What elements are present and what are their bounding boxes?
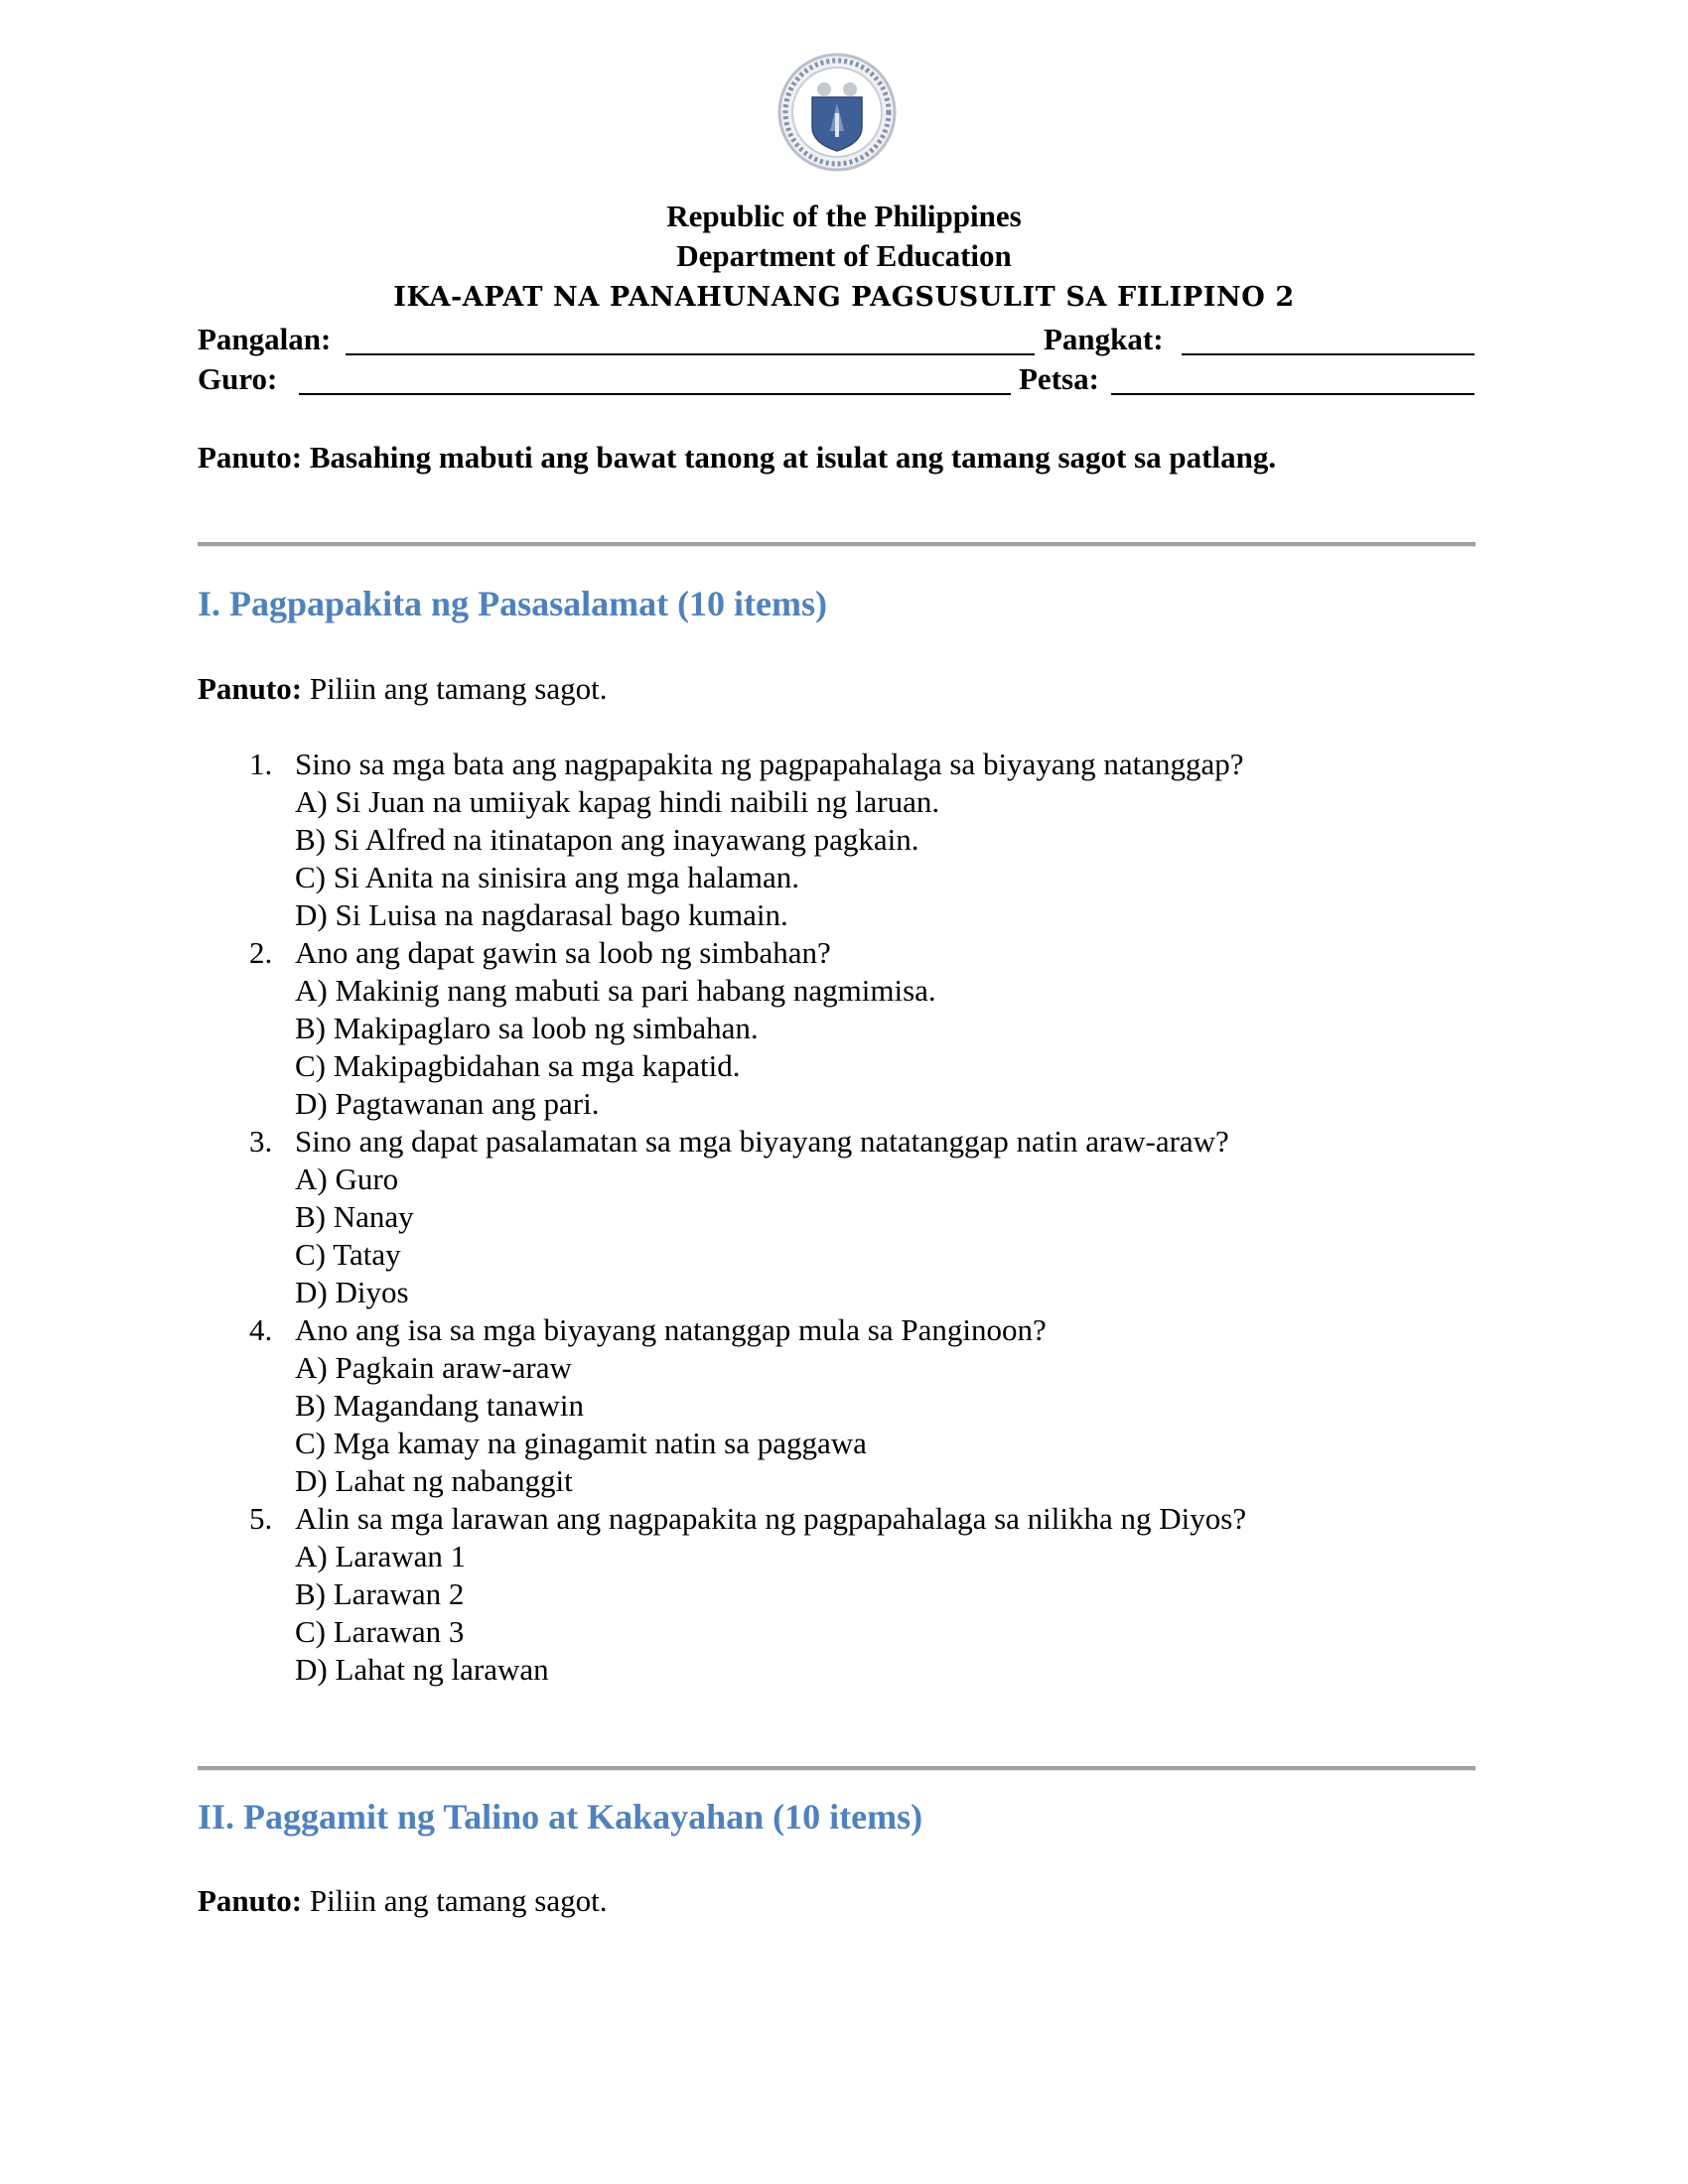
answer-option-text: D) Lahat ng nabanggit xyxy=(295,1463,573,1498)
question-text: Ano ang dapat gawin sa loob ng simbahan? xyxy=(295,935,831,970)
question-line xyxy=(198,1311,1478,1349)
question-item xyxy=(198,934,1478,1123)
question-text: Sino sa mga bata ang nagpapakita ng pagpapahalaga sa biyayang natanggap? xyxy=(295,747,1244,781)
answer-option-text: A) Guro xyxy=(295,1161,399,1196)
answer-option[interactable] xyxy=(198,783,1478,821)
answer-option[interactable] xyxy=(198,1236,1478,1274)
question-text: Sino ang dapat pasalamatan sa mga biyayang natatanggap natin araw-araw? xyxy=(295,1124,1229,1159)
section-instruction-text: Piliin ang tamang sagot. xyxy=(302,671,608,706)
date-blank[interactable] xyxy=(1111,393,1475,395)
answer-option-text: C) Mga kamay na ginagamit natin sa paggawa xyxy=(295,1426,867,1460)
section-instruction-label: Panuto: xyxy=(198,671,303,706)
answer-option[interactable] xyxy=(198,1010,1478,1047)
answer-option-text: A) Pagkain araw-araw xyxy=(295,1350,572,1385)
answer-option[interactable] xyxy=(198,821,1478,859)
section-blank[interactable] xyxy=(1182,353,1475,355)
answer-option[interactable] xyxy=(198,1387,1478,1425)
exam-title: IKA-APAT NA PANAHUNANG PAGSUSULIT SA FILIPINO 2 xyxy=(393,282,1295,313)
section-instruction-1 xyxy=(198,669,607,709)
answer-option-text: B) Magandang tanawin xyxy=(295,1388,584,1423)
answer-option[interactable] xyxy=(198,1349,1478,1387)
answer-option[interactable] xyxy=(198,1462,1478,1500)
question-item xyxy=(198,1500,1478,1689)
answer-option-text: D) Lahat ng larawan xyxy=(295,1652,549,1687)
answer-option[interactable] xyxy=(198,1538,1478,1575)
general-instruction-label: Panuto: xyxy=(198,440,303,475)
answer-option[interactable] xyxy=(198,1613,1478,1651)
teacher-label: Guro: xyxy=(198,361,278,396)
header-department: Department of Education xyxy=(676,238,1012,273)
answer-option-text: A) Makinig nang mabuti sa pari habang nagmimisa. xyxy=(295,973,936,1008)
answer-option-text: C) Tatay xyxy=(295,1237,401,1272)
section-instruction-text: Piliin ang tamang sagot. xyxy=(302,1883,608,1918)
answer-option[interactable] xyxy=(198,1198,1478,1236)
answer-option[interactable] xyxy=(198,1651,1478,1689)
answer-option[interactable] xyxy=(198,972,1478,1010)
question-item xyxy=(198,1311,1478,1500)
question-text: Alin sa mga larawan ang nagpapakita ng pagpapahalaga sa nilikha ng Diyos? xyxy=(295,1501,1247,1536)
section-label: Pangkat: xyxy=(1044,322,1164,356)
date-label: Petsa: xyxy=(1019,361,1099,396)
answer-option[interactable] xyxy=(198,1274,1478,1311)
answer-option-text: B) Si Alfred na itinatapon ang inayawang pagkain. xyxy=(295,822,919,857)
section-heading-1: I. Pagpapakita ng Pasasalamat (10 items) xyxy=(198,584,828,623)
section-heading-2: II. Paggamit ng Talino at Kakayahan (10 items) xyxy=(198,1797,923,1837)
answer-option-text: D) Si Luisa na nagdarasal bago kumain. xyxy=(295,897,788,932)
question-number: 3. xyxy=(249,1124,273,1159)
question-item xyxy=(198,746,1478,934)
answer-option-text: D) Diyos xyxy=(295,1275,409,1309)
answer-option-text: A) Larawan 1 xyxy=(295,1539,467,1573)
section-divider xyxy=(198,1766,1476,1771)
question-item xyxy=(198,1123,1478,1311)
deped-seal-icon xyxy=(776,52,898,173)
answer-option-text: C) Makipagbidahan sa mga kapatid. xyxy=(295,1048,741,1083)
answer-option-text: B) Nanay xyxy=(295,1199,414,1234)
answer-option[interactable] xyxy=(198,859,1478,896)
question-number: 2. xyxy=(249,935,273,970)
answer-option[interactable] xyxy=(198,896,1478,934)
general-instruction xyxy=(198,438,1276,478)
question-number: 1. xyxy=(249,747,273,781)
question-number: 5. xyxy=(249,1501,273,1536)
answer-option-text: B) Larawan 2 xyxy=(295,1576,465,1611)
section-divider xyxy=(198,542,1476,547)
answer-option-text: A) Si Juan na umiiyak kapag hindi naibili ng laruan. xyxy=(295,784,940,819)
teacher-blank[interactable] xyxy=(299,393,1011,395)
answer-option[interactable] xyxy=(198,1160,1478,1198)
section-instruction-2 xyxy=(198,1881,607,1921)
answer-option[interactable] xyxy=(198,1425,1478,1462)
question-line xyxy=(198,1500,1478,1538)
general-instruction-text: Basahing mabuti ang bawat tanong at isulat ang tamang sagot sa patlang. xyxy=(302,440,1277,475)
section-instruction-label: Panuto: xyxy=(198,1883,303,1918)
question-line xyxy=(198,934,1478,972)
question-list xyxy=(198,746,1478,1689)
question-number: 4. xyxy=(249,1312,273,1347)
answer-option[interactable] xyxy=(198,1085,1478,1123)
answer-option-text: C) Si Anita na sinisira ang mga halaman. xyxy=(295,860,799,894)
name-blank[interactable] xyxy=(346,353,1035,355)
header-republic: Republic of the Philippines xyxy=(666,199,1022,233)
answer-option-text: B) Makipaglaro sa loob ng simbahan. xyxy=(295,1011,759,1045)
question-line xyxy=(198,1123,1478,1160)
answer-option[interactable] xyxy=(198,1047,1478,1085)
answer-option-text: D) Pagtawanan ang pari. xyxy=(295,1086,600,1121)
name-label: Pangalan: xyxy=(198,322,332,356)
question-line xyxy=(198,746,1478,783)
answer-option-text: C) Larawan 3 xyxy=(295,1614,465,1649)
question-text: Ano ang isa sa mga biyayang natanggap mula sa Panginoon? xyxy=(295,1312,1047,1347)
answer-option[interactable] xyxy=(198,1575,1478,1613)
